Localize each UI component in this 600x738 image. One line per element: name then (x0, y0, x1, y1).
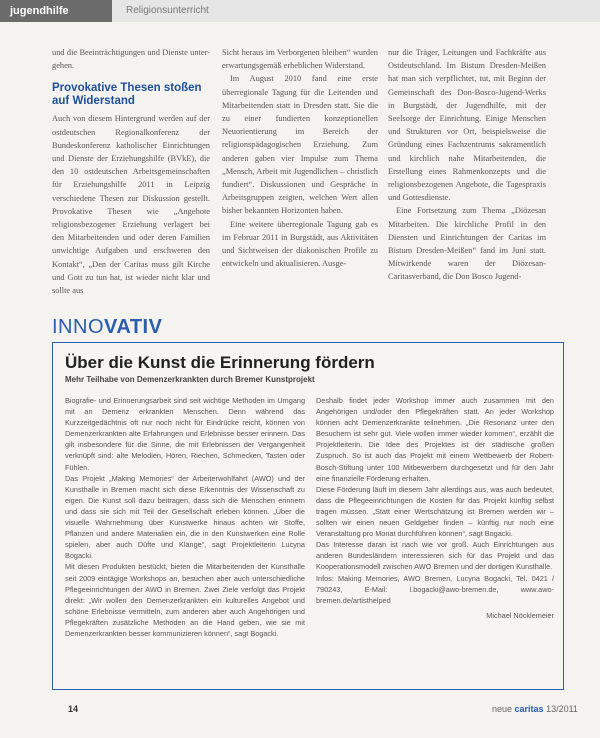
article-column-1 (52, 46, 210, 297)
box-column-right (316, 395, 554, 621)
rubric-label: Religionsunterricht (126, 5, 209, 16)
column-text: Eine weitere überregionale Tagung gab es im Februar 2011 in Burgstädt, aus Aktivitäten und Sichtweisen der diakonischen Profile zu entwickeln und aktualisieren. Ausge- (222, 219, 378, 269)
column-text: Eine Fortsetzung zum Thema „Diözesan Mitarbeiten. Die kirchliche Profil in den Diensten und Einrichtungen der Caritas im Bistum Dresden-Meißen“ fand im Juni statt. Mitwirkende waren der Diözesan-Caritasverband, die Don Bosco Jugend- (388, 206, 546, 282)
column-text: Im August 2010 fand eine erste überregionale Tagung für die Leitenden und Mitarbeitenden statt in Dresden statt. Sie die zu einer fundierten konzeptionellen Neuorientierung im Bereich der religionspädagogischen Erziehung. Zum anderen gaben vier Impulse zum Thema „Mensch, Arbeit mit Jugendlichen – christlich fundiert“. Diskussionen und Gespräche in Arbeitsgruppen zeigten, welchen Wert allen bisher bekannten Horizonten haben. (222, 74, 378, 216)
magazine-title: caritas (514, 704, 544, 714)
magazine-prefix: neue (492, 704, 515, 714)
box-author: Michael Nöcklemeier (486, 610, 554, 620)
box-paragraph: Das Interesse daran ist nach wie vor groß. Auch Einrichtungen aus anderen Bundesländern interessieren sich für das Projekt und das Kooperationsmodell zwischen AWO Bremen und der dortigen Kunsthalle. (316, 540, 554, 572)
box-column-left (65, 395, 305, 639)
magazine-issue: 13/2011 (543, 704, 578, 714)
box-title: Über die Kunst die Erinnerung fördern (65, 353, 375, 372)
column-text: Auch von diesem Hintergrund werden auf der ostdeutschen Regionalkonferenz der Bundeskonferenz katholischer Einrichtungen und Dienste der Erziehungshilfe (BVkE), die den 10 ostdeutschen Arbeitsgemeinschaften für Erziehungshilfe 2011 in Leipzig verschiedene Thesen zur Diskussion gestellt. Provokative Thesen wie „Angebote religionsbezogener Erziehung verlagert bei den Mitarbeitenden und oder deren Familien unwichtige Aufgaben und erschweren den Kontakt“, „Den der Caritas muss gilt Kirche und Gott zu tun hat, ist wieder nicht klar und sollte aus (52, 114, 210, 296)
article-column-2 (222, 46, 378, 270)
column-text: und die Beeinträchtigungen und Dienste unter- gehen. (52, 48, 210, 71)
box-subtitle: Mehr Teilhabe von Demenzerkrankten durch Bremer Kunstprojekt (65, 375, 315, 384)
column-text: nur die Träger, Leitungen und Fachkräfte aus Ostdeutschland. Im Bistum Dresden-Meißen hat man sich verpflichtet, tut, mit Beginn der Gemeinschaft des Don-Bosco-Jugend-Werks in Burgstädt, der Jugendhilfe, mit der Seelsorge der Einrichtung. Einige Menschen und Strukturen vor Ort, beispielsweise die Gründung eines Fachzentrums sakramentlich und kirchlich nahe Mitarbeitenden, die Erstellung eines Rahmenkonzepts und die religionsbezogenen Angebote, die Tagespraxis und Gottesdienste. (388, 48, 546, 203)
feature-box (52, 342, 564, 690)
column-text: Sicht heraus im Verborgenen bleiben“ wurden erwartungsgemäß erheblichen Widerstand. (222, 48, 378, 71)
article-subheading: Provokative Thesen stoßen auf Widerstand (52, 82, 202, 108)
box-paragraph: Das Projekt „Making Memories“ der Arbeiterwohlfahrt (AWO) und der Kunsthalle in Bremen macht sich diese Erkenntnis der Wissenschaft zu eigen. Die Kunst soll dazu beitragen, dass sich die Menschen erinnern und dass sie sich mit Teil der Gesellschaft erleben können. „Über die visuelle Wahrnehmung über Kunstwerke hinaus achten wir Stoffe, Pflanzen und andere Materialien ein, die in den Kunstwerken eine Rolle spielen, aber auch Düfte und Klänge“, sagt Projektleiterin Lucyna Bogacki. (65, 473, 305, 561)
page-number: 14 (68, 704, 79, 714)
innovativ-heading (52, 316, 162, 339)
innovativ-prefix: INNO (52, 316, 104, 338)
box-paragraph: Deshalb findet jeder Workshop immer auch zusammen mit den Angehörigen und/oder den Pflegekräften statt. An jeder Workshop können acht Demenzerkrankte teilnehmen. „Die Resonanz unter den Besuchern ist sehr gut. Viele wollen immer wieder kommen“, erzählt die Projektleiterin. Die Idee des Projektes ist der städtische großen Zuspruch. So ist auch das Projekt mit einem Wettbewerb der Robert-Bosch-Stiftung unter 100 Mitbewerbern durchgesetzt und für den Jahr eine finanzielle Förderung erhalten. (316, 396, 554, 483)
box-paragraph: Mit diesen Produkten bestückt, bieten die Mitarbeitenden der Kunsthalle seit 2009 eintägige Workshops an, besuchen aber auch unterschiedliche Pflegeeinrichtungen der AWO in Bremen. Zwei Ziele verfolgt das Projekt direkt: „Wir wollen den Demenzerkrankten ein kulturelles Angebot und schöne Erlebnisse vermitteln, zum anderen aber auch Angehörigen und Pflegekräften zusätzliche Methoden an die Hand geben, wie sie mit Demenzerkrankten besser kommunizieren können“, sagt Bogacki. (65, 562, 305, 638)
innovativ-suffix: VATIV (104, 316, 163, 338)
box-paragraph: Biografie- und Erinnerungsarbeit sind seit wichtige Methoden im Umgang mit an Demenz erkrankten Menschen. Denn während das Kurzzeitgedächtnis oft nur noch nicht für Eindrücke reicht, können von Demenzerkrankten alte Erfahrungen und Erlebnisse besser erinnern. Das gilt insbesondere für die Sinne, die mit Erlebnissen der Vergangenheit verknüpft sind: alte Melodien, Hören, Riechen, Schmecken, Tasten oder Fühlen. (65, 396, 305, 472)
box-info: Infos: Making Memories, AWO Bremen, Lucyna Bogacki, Tel. 0421 / 790243, E-Mail: l.bogacki@awo-bremen.de, www.awo-bremen.de/artisthelped (316, 573, 554, 605)
page-header (0, 0, 600, 22)
article-column-3 (388, 46, 546, 284)
box-paragraph: Diese Förderung läuft im diesem Jahr allerdings aus, was auch bedeutet, dass die Pflegeeinrichtungen die Kosten für das Projekt künftig selbst tragen müssen. „Statt einer Wertschätzung ist Bremen werden wir – sollten wir einen neuen Geldgeber finden – künftig nur noch eine Veranstaltung pro Monat durchführen können“, sagt Bogacki. (316, 484, 554, 539)
magazine-name (492, 704, 578, 714)
page-footer (0, 702, 600, 720)
section-tag: jugendhilfe (0, 0, 112, 22)
